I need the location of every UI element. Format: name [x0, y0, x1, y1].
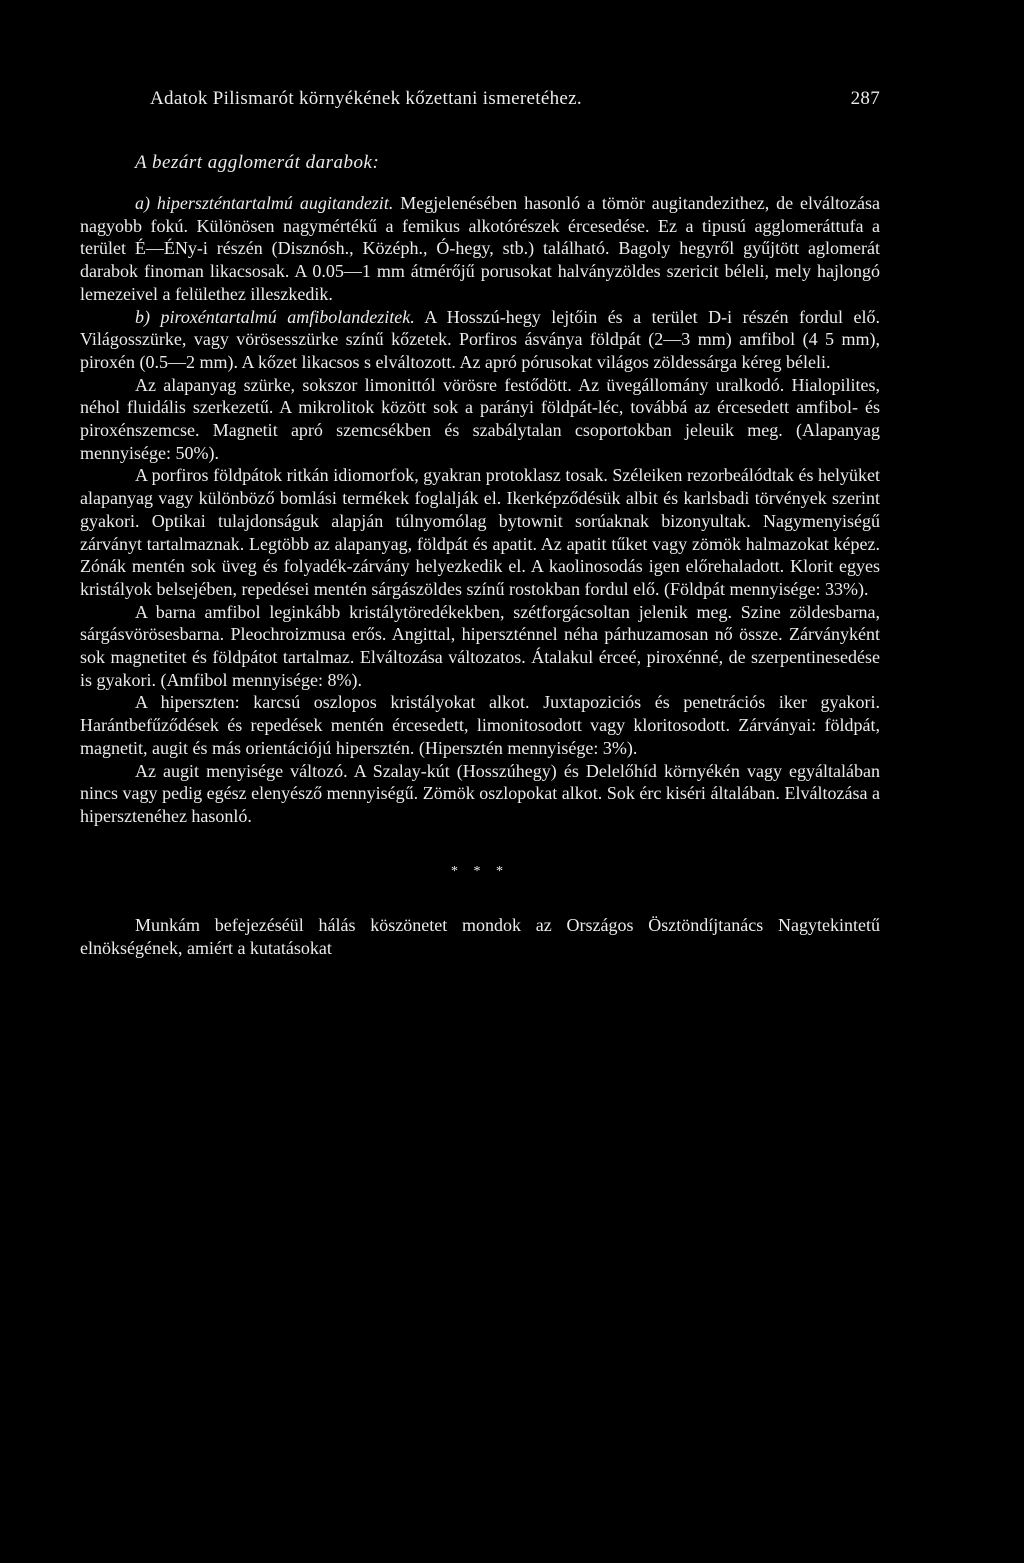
paragraph-2-text: A Hosszú-hegy lejtőin és a terület D-i részén fordul elő. Világosszürke, vagy vörösesszürke színű kőzetek. Porfiros ásványa földpát (2—3 mm) amfibol (4 5 mm), piroxén (0.5—2 mm). A kőzet likacsos s elváltozott. Az apró pórusokat világos zöldessárga kéreg béleli.	[80, 306, 880, 372]
paragraph-6	[80, 691, 880, 759]
paragraph-7-text: Az augit menyisége változó. A Szalay-kút (Hosszúhegy) és Delelőhíd környékén vagy egyáltalában nincs vagy pedig egész elenyésző mennyiségű. Zömök oszlopokat alkot. Sok érc kiséri általában. Elváltozása a hipersztenéhez hasonló.	[80, 760, 880, 826]
section-separator: * * *	[451, 863, 509, 879]
paragraph-1	[80, 192, 880, 306]
paragraph-3-text: Az alapanyag szürke, sokszor limonittól vörösre festődött. Az üvegállomány uralkodó. Hialopilites, néhol fluidális szerkezetű. A mikrolitok között sok a parányi földpát-léc, továbbá az ércesedett amfibol- és piroxénszemcse. Magnetit apró szemcsékben és szabálytalan csoportokban jeleuik meg. (Alapanyag mennyisége: 50%).	[80, 374, 880, 463]
running-head	[150, 88, 880, 110]
paragraph-2-lead: b) piroxéntartalmú amfibolandezitek.	[135, 306, 415, 327]
paragraph-1-lead: a) hiperszténtartalmú augitandezit.	[135, 193, 394, 213]
paragraph-4-text: A porfiros földpátok ritkán idiomorfok, gyakran protoklasz tosak. Széleiken rezorbeálódtak és helyüket alapanyag vagy különböző bomlási termékek foglalják el. Ikerképződésük albit és karlsbadi törvények szerint gyakori. Optikai tulajdonságuk alapján túlnyomólag bytownit sorúaknak bizonyultak. Nagymenyiségű zárványt tartalmaznak. Legtöbb az alapanyag, földpát és apatit. Az apatit tűket vagy zömök halmazokat képez. Zónák mentén sok üveg és folyadék-zárvány helyezkedik el. A kaolinosodás igen előrehaladott. Klorit egyes kristályok belsejében, repedései mentén sárgászöldes színű rostokban fordul elő. (Földpát mennyisége: 33%).	[80, 465, 880, 599]
running-title: Adatok Pilismarót környékének kőzettani ismeretéhez.	[150, 88, 582, 109]
paragraph-5	[80, 601, 880, 692]
paragraph-5-text: A barna amfibol leginkább kristálytöredékekben, szétforgácsoltan jelenik meg. Szine zöldesbarna, sárgásvörösesbarna. Pleochroizmusa erős. Angittal, hiperszténnel néha párhuzamosan nő össze. Zárványként sok magnetitet és földpátot tartalmaz. Elváltozása változatos. Átalakul érceé, piroxénné, de szerpentinesedése is gyakori. (Amfibol mennyisége: 8%).	[80, 601, 880, 690]
section-heading: A bezárt agglomerát darabok:	[135, 152, 380, 173]
paragraph-4	[80, 464, 880, 600]
paragraph-7	[80, 760, 880, 828]
paragraph-3	[80, 374, 880, 465]
paragraph-1-text: Megjelenésében hasonló a tömör augitandezithez, de elváltozása nagyobb fokú. Különösen nagymértékű a femikus alkotórészek ércesedése. Ez a tipusú agglomeráttufa a terület É—ÉNy-i részén (Disznósh., Középh., Ó-hegy, stb.) található. Bagoly hegyről gyűjtött aglomerát darabok finoman likacsosak. A 0.05—1 mm átmérőjű porusokat halványzöldes szericit béleli, mely hajlongó lemezeivel a felülethez illeszkedik.	[80, 193, 881, 304]
page	[80, 88, 880, 960]
acknowledgement: Munkám befejezéséül hálás köszönetet mondok az Országos Ösztöndíjtanács Nagytekintetű elnökségének, amiért a kutatásokat	[80, 914, 880, 958]
page-number: 287	[850, 88, 880, 109]
paragraph-6-text: A hiperszten: karcsú oszlopos kristályokat alkot. Juxtapoziciós és penetrációs iker gyakori. Harántbefűződések és repedések mentén ércesedett, limonitosodott vagy kloritosodott. Zárványai: földpát, magnetit, augit és más orientációjú hipersztén. (Hipersztén mennyisége: 3%).	[80, 692, 880, 758]
paragraph-2	[80, 306, 880, 374]
